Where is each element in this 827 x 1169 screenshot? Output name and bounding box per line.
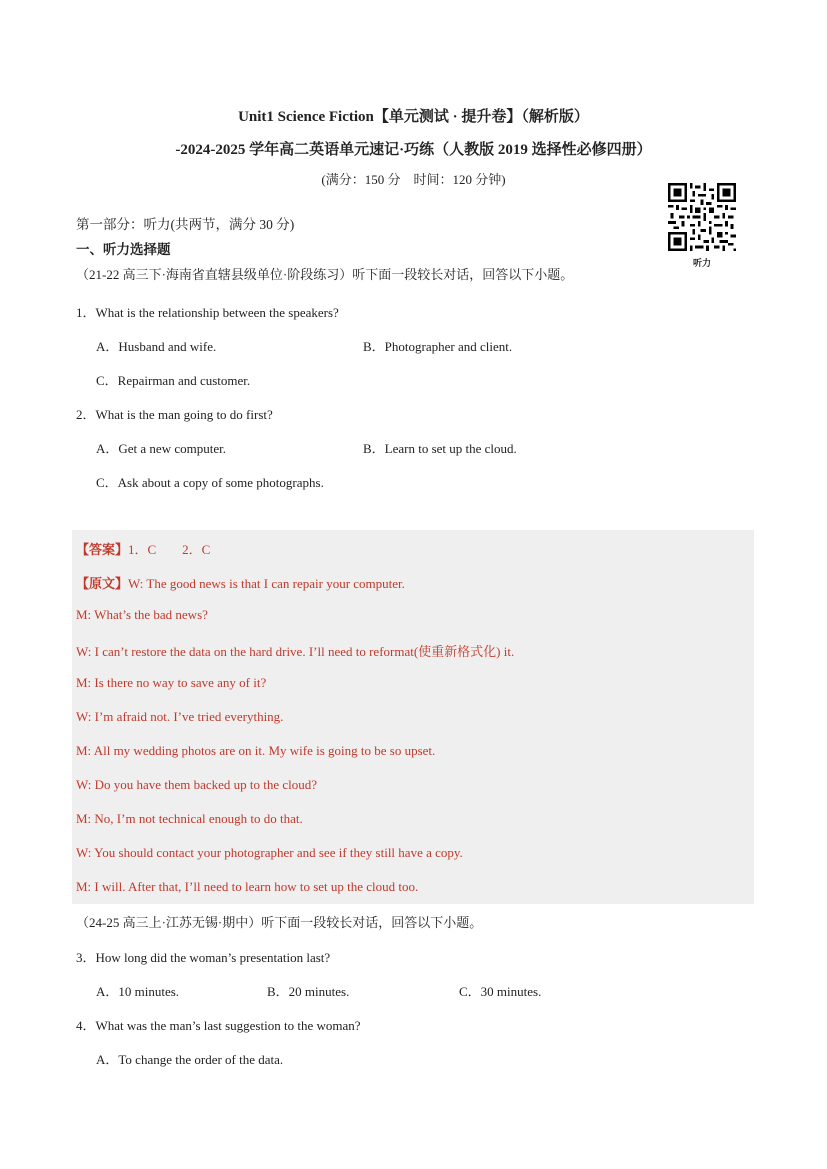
document-title: Unit1 Science Fiction【单元测试 · 提升卷】（解析版） — [238, 109, 589, 125]
question-4: 4．What was the man’s last suggestion to the woman? — [76, 1018, 361, 1033]
answer-text: 1．C 2．C — [128, 542, 211, 557]
transcript-line: M: What’s the bad news? — [76, 607, 208, 622]
option-1a: A．Husband and wife. — [96, 339, 217, 354]
option-3b: B．20 minutes. — [267, 984, 350, 999]
option-3c: C．30 minutes. — [459, 984, 542, 999]
option-3a: A．10 minutes. — [96, 984, 180, 999]
transcript-first-line — [76, 573, 405, 592]
transcript-line: M: All my wedding photos are on it. My wife is going to be so upset. — [76, 743, 436, 758]
exam-meta: (满分：150 分 时间：120 分钟) — [321, 172, 506, 187]
document-subtitle: -2024-2025 学年高二英语单元速记·巧练（人教版 2019 选择性必修四册） — [175, 142, 652, 158]
qr-code-icon[interactable] — [668, 183, 736, 251]
answer-label: 【答案】 — [76, 542, 129, 557]
part-heading: 第一部分：听力(共两节，满分 30 分) — [76, 217, 295, 232]
option-1b: B．Photographer and client. — [363, 339, 513, 354]
question-source: （21-22 高三下·海南省直辖县级单位·阶段练习）听下面一段较长对话，回答以下小题。 — [76, 267, 574, 282]
option-2c: C．Ask about a copy of some photographs. — [96, 475, 324, 490]
transcript-line: M: No, I’m not technical enough to do that. — [76, 811, 303, 826]
transcript-line: W: You should contact your photographer and see if they still have a copy. — [76, 845, 463, 860]
question-3: 3．How long did the woman’s presentation last? — [76, 950, 331, 965]
transcript-line: W: Do you have them backed up to the cloud? — [76, 777, 318, 792]
transcript-line: M: I will. After that, I’ll need to learn how to set up the cloud too. — [76, 879, 419, 894]
transcript-line: W: The good news is that I can repair your computer. — [128, 576, 405, 591]
option-4a: A．To change the order of the data. — [96, 1052, 284, 1067]
section-heading: 一、听力选择题 — [76, 242, 171, 257]
transcript-line: W: I’m afraid not. I’ve tried everything. — [76, 709, 284, 724]
answer-row — [76, 539, 210, 558]
question-source: （24-25 高三上·江苏无锡·期中）听下面一段较长对话，回答以下小题。 — [76, 915, 483, 930]
question-2: 2．What is the man going to do first? — [76, 407, 273, 422]
transcript-line: M: Is there no way to save any of it? — [76, 675, 267, 690]
question-1: 1．What is the relationship between the speakers? — [76, 305, 339, 320]
option-2a: A．Get a new computer. — [96, 441, 226, 456]
transcript-label: 【原文】 — [76, 576, 129, 591]
transcript-line: W: I can’t restore the data on the hard drive. I’ll need to reformat(使重新格式化) it. — [76, 644, 515, 659]
option-1c: C．Repairman and customer. — [96, 373, 251, 388]
option-2b: B．Learn to set up the cloud. — [363, 441, 517, 456]
qr-label: 听力 — [692, 258, 711, 268]
